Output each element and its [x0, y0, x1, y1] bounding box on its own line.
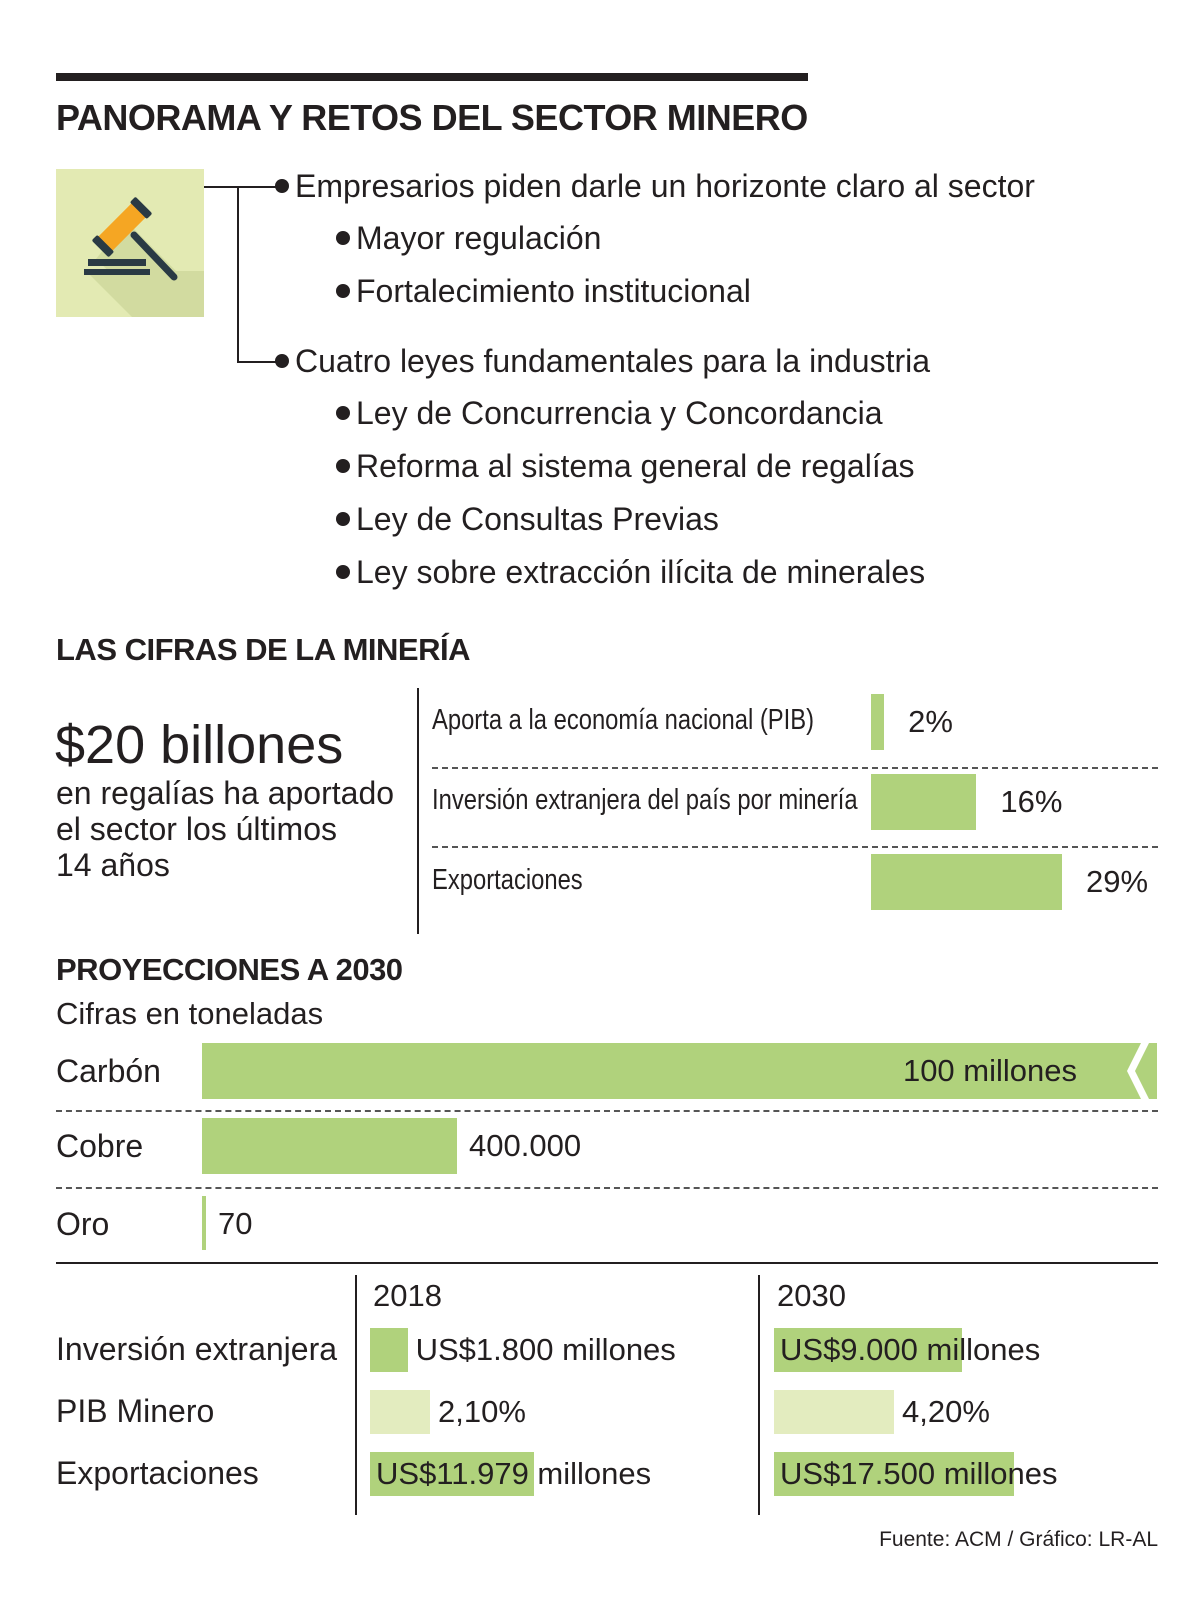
proyecciones-heading: PROYECCIONES A 2030	[56, 952, 403, 987]
bullet-sub	[336, 395, 883, 432]
bullet-sub	[336, 273, 751, 310]
cifras-heading: LAS CIFRAS DE LA MINERÍA	[56, 632, 470, 667]
stat-value: 2%	[908, 704, 953, 739]
row-divider	[56, 1187, 1158, 1189]
connector-line	[204, 186, 278, 188]
bullet-main-2	[275, 343, 930, 380]
bullet-dot	[336, 512, 350, 526]
big-caption-line: el sector los últimos	[56, 811, 337, 847]
table-value: US$1.800 millones	[415, 1332, 676, 1367]
big-value: $20 billones	[55, 715, 344, 775]
bullet-text: Reforma al sistema general de regalías	[356, 448, 915, 484]
bullet-sub	[336, 554, 925, 591]
table-value: 4,20%	[902, 1394, 990, 1429]
proj-value: 100 millones	[902, 1053, 1077, 1088]
row-divider	[432, 767, 1158, 769]
bullet-dot	[336, 231, 350, 245]
proj-label: Oro	[56, 1206, 110, 1242]
bullet-text: Mayor regulación	[356, 220, 602, 256]
table-bar	[370, 1390, 430, 1434]
year-2018: 2018	[373, 1278, 442, 1313]
bullet-sub	[336, 501, 719, 538]
bullet-text: Fortalecimiento institucional	[356, 273, 751, 309]
table-row-label: PIB Minero	[56, 1393, 215, 1429]
stat-bar	[871, 854, 1062, 910]
stat-bar	[871, 694, 884, 750]
bullet-dot	[275, 354, 289, 368]
stat-label: Exportaciones	[432, 864, 583, 896]
bullet-text: Empresarios piden darle un horizonte claro al sector	[295, 168, 1035, 204]
table-value: US$9.000 millones	[780, 1332, 1041, 1367]
stat-label: Aporta a la economía nacional (PIB)	[432, 704, 815, 736]
connector-line	[237, 361, 278, 363]
table-bar	[370, 1328, 408, 1372]
row-divider	[56, 1110, 1158, 1112]
stat-bar	[871, 774, 976, 830]
stat-value: 29%	[1086, 864, 1149, 899]
big-caption-line: en regalías ha aportado	[56, 775, 395, 811]
bullet-dot	[336, 459, 350, 473]
proj-label: Cobre	[56, 1128, 144, 1164]
big-caption-line: 14 años	[56, 847, 170, 883]
section-rule	[56, 1262, 1158, 1264]
table-value: US$17.500 millones	[780, 1456, 1058, 1491]
table-value: 2,10%	[438, 1394, 526, 1429]
bullet-text: Cuatro leyes fundamentales para la industria	[295, 343, 931, 379]
year-2030: 2030	[777, 1278, 846, 1313]
table-divider	[758, 1275, 760, 1515]
bullet-dot	[336, 565, 350, 579]
proj-bar	[202, 1118, 457, 1174]
bullet-dot	[336, 284, 350, 298]
row-divider	[432, 846, 1158, 848]
proj-label: Carbón	[56, 1053, 161, 1089]
stat-label: Inversión extranjera del país por minería	[432, 784, 858, 816]
header-rule	[56, 73, 808, 81]
axis-break-icon	[1097, 1043, 1157, 1099]
proj-value: 400.000	[469, 1128, 582, 1163]
bullet-main-1	[275, 168, 1035, 205]
proyecciones-subheading: Cifras en toneladas	[56, 996, 324, 1031]
table-row-label: Exportaciones	[56, 1455, 259, 1491]
table-divider	[355, 1275, 357, 1515]
bullet-text: Ley de Concurrencia y Concordancia	[356, 395, 883, 431]
table-bar	[774, 1390, 894, 1434]
proj-value: 70	[218, 1206, 253, 1241]
proj-bar	[202, 1196, 206, 1250]
gavel-icon-box	[56, 169, 204, 317]
gavel-icon	[56, 169, 204, 317]
table-value: US$11.979 millones	[376, 1456, 652, 1491]
big-caption	[56, 775, 394, 883]
table-row-label: Inversión extranjera	[56, 1331, 338, 1367]
bullet-sub	[336, 448, 915, 485]
stat-value: 16%	[1000, 784, 1063, 819]
bullet-dot	[275, 179, 289, 193]
bullet-dot	[336, 406, 350, 420]
bullet-sub	[336, 220, 601, 257]
bullet-text: Ley de Consultas Previas	[356, 501, 719, 537]
source-note: Fuente: ACM / Gráfico: LR-AL	[879, 1528, 1158, 1551]
vertical-divider	[417, 688, 419, 934]
page-title: PANORAMA Y RETOS DEL SECTOR MINERO	[56, 97, 808, 138]
connector-line	[237, 186, 239, 362]
bullet-text: Ley sobre extracción ilícita de minerales	[356, 554, 926, 590]
